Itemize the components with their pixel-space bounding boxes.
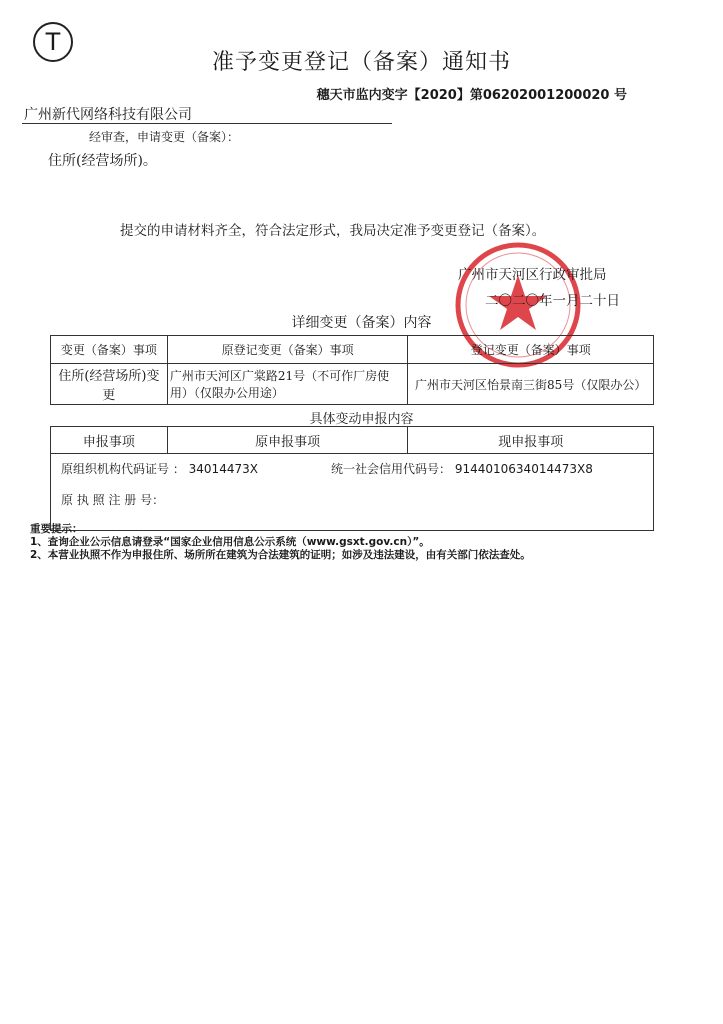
credit-code-label: 统一社会信用代码号： bbox=[331, 462, 452, 476]
report-body bbox=[51, 454, 654, 531]
document-title: 准予变更登记（备案）通知书 bbox=[211, 50, 511, 75]
company-name: 广州新代网络科技有限公司 bbox=[24, 107, 192, 123]
license-label: 原 执 照 注 册 号： bbox=[61, 493, 165, 507]
report-header-current: 现申报事项 bbox=[408, 427, 654, 454]
review-statement: 经审查，申请变更（备案）： bbox=[89, 130, 240, 144]
details-cell-original: 广州市天河区广棠路21号（不可作厂房使用）（仅限办公用途） bbox=[167, 364, 408, 405]
note-item-1: 1、查询企业公示信息请登录“国家企业信用信息公示系统（www.gsxt.gov.cn）”。 bbox=[30, 536, 430, 548]
report-header-item: 申报事项 bbox=[51, 427, 168, 454]
details-cell-item: 住所(经营场所)变更 bbox=[51, 364, 168, 405]
details-header-new: 登记变更（备案）事项 bbox=[408, 336, 654, 364]
company-underline bbox=[22, 123, 392, 124]
notes-title: 重要提示： bbox=[30, 523, 83, 535]
details-table bbox=[50, 335, 654, 405]
report-table bbox=[50, 426, 654, 531]
details-header-item: 变更（备案）事项 bbox=[51, 336, 168, 364]
details-header-original: 原登记变更（备案）事项 bbox=[167, 336, 408, 364]
details-cell-new: 广州市天河区怡景南三街85号（仅限办公） bbox=[408, 364, 654, 405]
note-item-2: 2、本营业执照不作为申报住所、场所所在建筑为合法建筑的证明；如涉及违法建设，由有关部门依法查处。 bbox=[30, 549, 531, 561]
report-header-original: 原申报事项 bbox=[167, 427, 408, 454]
issue-date: 二〇二〇年一月二十日 bbox=[485, 293, 620, 309]
change-item: 住所(经营场所)。 bbox=[48, 153, 157, 169]
org-code-label: 原组织机构代码证号 ： bbox=[61, 462, 185, 476]
document-number: 穗天市监内变字【2020】第06202001200020 号 bbox=[316, 88, 627, 103]
credit-code-value: 9144010634014473X8 bbox=[454, 462, 593, 476]
t-badge-icon: T bbox=[33, 22, 73, 62]
issuing-authority: 广州市天河区行政审批局 bbox=[458, 267, 607, 283]
decision-text: 提交的申请材料齐全，符合法定形式，我局决定准予变更登记（备案）。 bbox=[120, 223, 546, 239]
report-title: 具体变动申报内容 bbox=[309, 412, 414, 427]
details-title: 详细变更（备案）内容 bbox=[291, 315, 432, 331]
org-code-value: 34014473X bbox=[188, 462, 258, 476]
